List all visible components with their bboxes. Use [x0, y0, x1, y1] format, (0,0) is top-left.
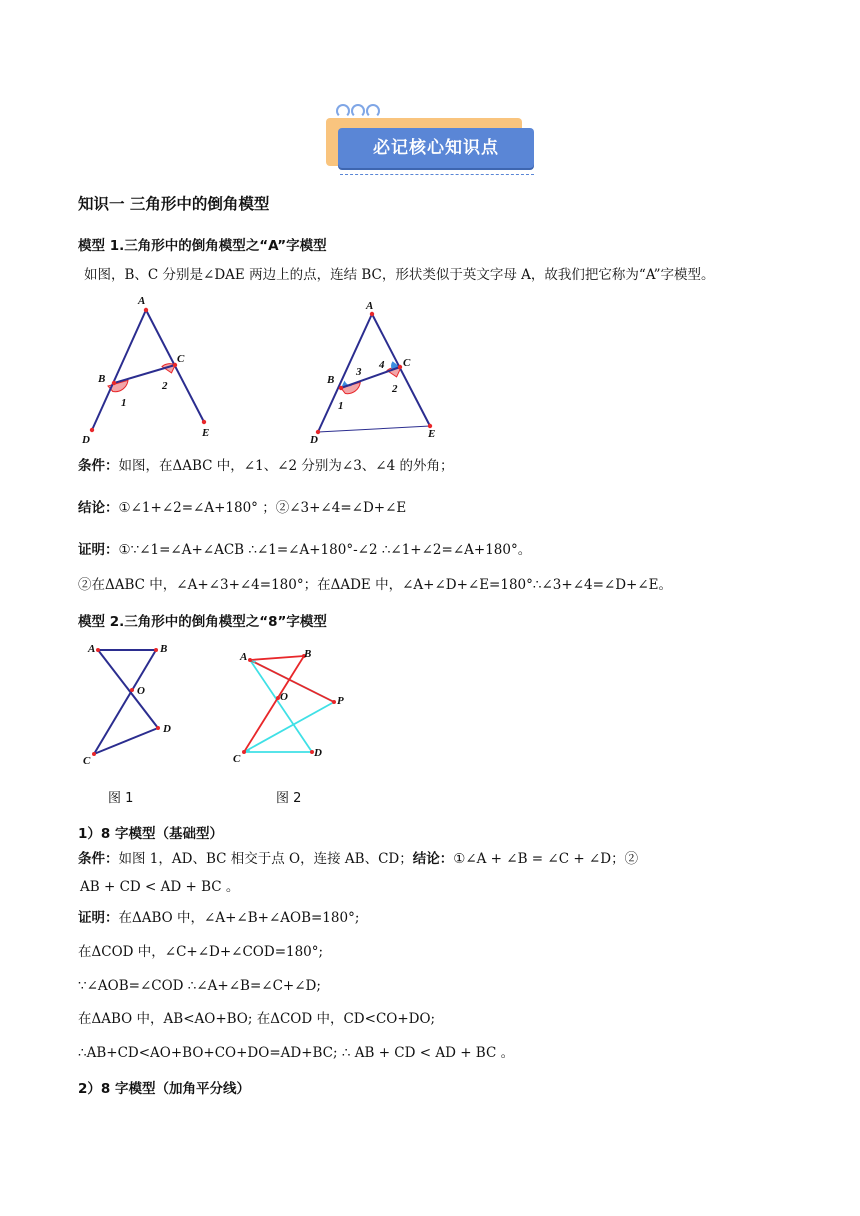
label-B: B: [304, 648, 312, 660]
point-A: [96, 648, 100, 652]
point-C: [242, 750, 246, 754]
line-CD: [94, 728, 158, 754]
line-AB: [250, 656, 304, 660]
label-O: O: [137, 685, 145, 697]
model2-proof-line-1: [78, 909, 359, 927]
condition-text: 如图 1，AD、BC 相交于点 O，连接 AB、CD；: [118, 851, 413, 867]
condition-label: 条件：: [78, 458, 119, 474]
ring-icon: [351, 104, 365, 118]
point-C: [398, 365, 402, 369]
label-A: A: [240, 651, 248, 663]
model2-proof-line-4: 在ΔABO 中，AB<AO+BO; 在ΔCOD 中，CD<CO+DO;: [78, 1011, 436, 1027]
model1-proof-line-2: ②在ΔABC 中，∠A+∠3+∠4=180°；在ΔADE 中，∠A+∠D+∠E=180°∴∠3+∠4=∠D+∠E。: [78, 577, 673, 593]
label-P: P: [337, 695, 344, 707]
proof-text: 在ΔABO 中，∠A+∠B+∠AOB=180°;: [118, 910, 360, 926]
sub1-conclusion-line-2: AB + CD < AD + BC 。: [80, 879, 240, 895]
model1-conclusion: [78, 499, 406, 517]
label-angle-2: 2: [392, 383, 398, 395]
point-B: [112, 381, 116, 385]
banner-box: [338, 128, 534, 168]
condition-text: 如图，在ΔABC 中，∠1、∠2 分别为∠3、∠4 的外角；: [118, 458, 454, 474]
label-E: E: [202, 427, 210, 439]
figure-a-model-2: [306, 294, 466, 454]
label-angle-4: 4: [379, 359, 385, 371]
point-C: [92, 752, 96, 756]
figure-8-model-1: [80, 638, 190, 772]
point-A: [248, 658, 252, 662]
model1-heading: 模型 1.三角形中的倒角模型之“A”字模型: [78, 238, 327, 254]
label-B: B: [327, 374, 335, 386]
label-B: B: [160, 643, 168, 655]
label-E: E: [428, 428, 436, 440]
conclusion-label: 结论：: [78, 500, 119, 516]
conclusion-text: ①∠A + ∠B = ∠C + ∠D；②: [453, 851, 639, 867]
label-C: C: [403, 357, 411, 369]
ring-icon: [336, 104, 350, 118]
model1-proof-line-1: [78, 541, 531, 559]
label-D: D: [163, 723, 171, 735]
line-AP-red: [250, 660, 334, 702]
point-B: [339, 386, 343, 390]
point-D: [90, 428, 94, 432]
sub2-heading: 2）8 字模型（加角平分线）: [78, 1081, 250, 1097]
condition-label: 条件：: [78, 851, 119, 867]
point-P: [332, 700, 336, 704]
figure-1-caption: 图 1: [108, 791, 134, 806]
label-A: A: [88, 643, 96, 655]
model2-proof-line-5: ∴AB+CD<AO+BO+CO+DO=AD+BC; ∴ AB + CD < AD + BC 。: [78, 1045, 515, 1061]
label-C: C: [83, 755, 91, 767]
proof-label: 证明：: [78, 542, 119, 558]
model1-intro: 如图，B、C 分别是∠DAE 两边上的点，连结 BC，形状类似于英文字母 A，故我们把它称为“A”字模型。: [84, 267, 715, 283]
line-CP: [244, 702, 334, 752]
label-B: B: [98, 373, 106, 385]
label-angle-1: 1: [338, 400, 344, 412]
ring-icon: [366, 104, 380, 118]
point-D: [156, 726, 160, 730]
line-AD: [250, 660, 312, 752]
proof-label: 证明：: [78, 910, 119, 926]
line-DE: [318, 426, 430, 432]
point-B: [154, 648, 158, 652]
model1-condition: [78, 457, 453, 475]
line-AD: [318, 314, 372, 432]
label-C: C: [177, 353, 185, 365]
sub1-heading: 1）8 字模型（基础型）: [78, 826, 223, 842]
label-O: O: [280, 691, 288, 703]
point-A: [144, 308, 148, 312]
proof-text: ①∵∠1=∠A+∠ACB ∴∠1=∠A+180°-∠2 ∴∠1+∠2=∠A+180°。: [118, 542, 532, 558]
figure-8-model-2: [228, 642, 358, 772]
line-BC: [94, 650, 156, 754]
label-A: A: [366, 300, 374, 312]
label-D: D: [310, 434, 318, 446]
point-A: [370, 312, 374, 316]
section-heading: 知识一 三角形中的倒角模型: [78, 195, 270, 213]
figure-2-caption: 图 2: [276, 791, 302, 806]
line-AD: [92, 310, 146, 430]
label-A: A: [138, 295, 146, 307]
conclusion-text: ①∠1+∠2=∠A+180° ；②∠3+∠4=∠D+∠E: [118, 500, 407, 516]
model2-proof-line-3: ∵∠AOB=∠COD ∴∠A+∠B=∠C+∠D;: [78, 978, 321, 994]
figure-a-model-1: [76, 290, 236, 450]
label-D: D: [82, 434, 90, 446]
sub1-condition: [78, 850, 638, 868]
point-O: [130, 688, 134, 692]
banner-title: 必记核心知识点: [373, 138, 499, 158]
label-C: C: [233, 753, 241, 765]
label-angle-1: 1: [121, 397, 127, 409]
model2-heading: 模型 2.三角形中的倒角模型之“8”字模型: [78, 614, 327, 630]
label-angle-2: 2: [162, 380, 168, 392]
label-angle-3: 3: [356, 366, 362, 378]
point-E: [202, 420, 206, 424]
banner-divider: [340, 174, 534, 175]
line-BC: [244, 656, 304, 752]
model2-proof-line-2: 在ΔCOD 中，∠C+∠D+∠COD=180°;: [78, 944, 324, 960]
label-D: D: [314, 747, 322, 759]
conclusion-label: 结论：: [412, 851, 454, 867]
